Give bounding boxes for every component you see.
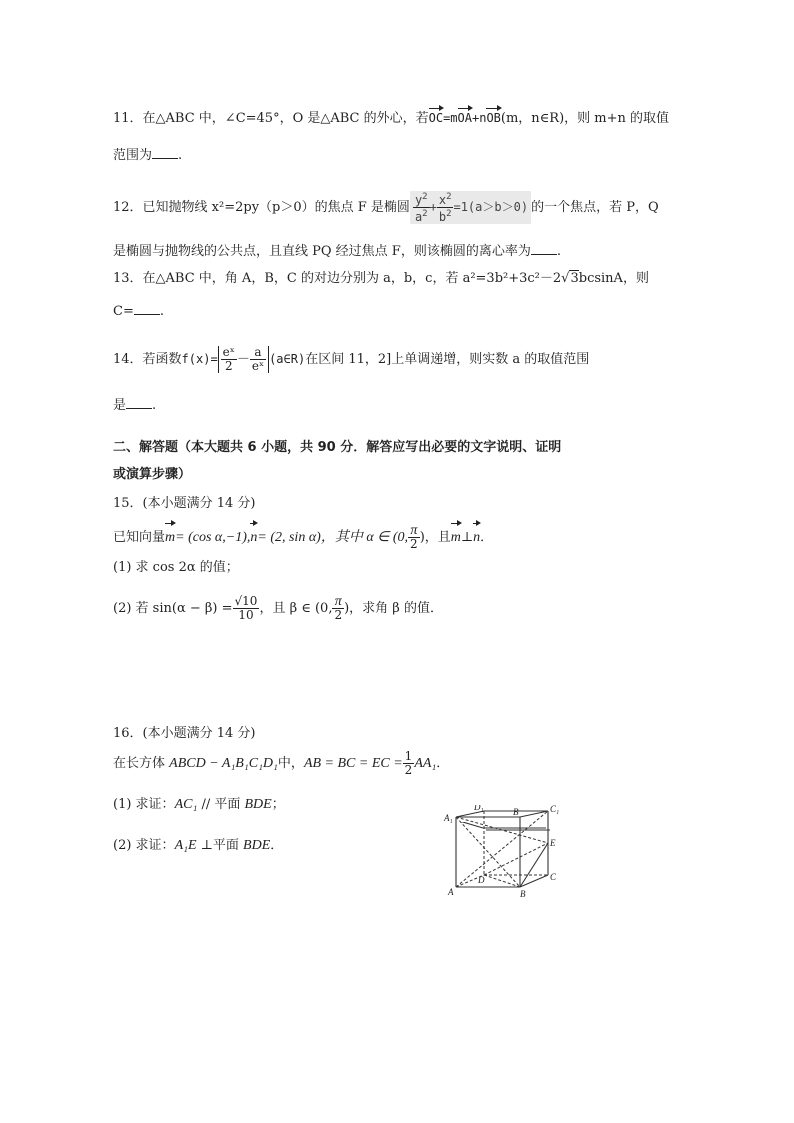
label-c1: C₁	[550, 805, 560, 814]
q15-header: 15．(本小题满分 14 分)	[113, 496, 256, 511]
label-d1: D₁	[474, 805, 484, 812]
vector-oa: OA	[457, 111, 472, 125]
q16-stem: 在长方体 ABCD − A₁B₁C₁D₁中，AB = BC = EC = $\frac{1}{2}$ AA₁．	[113, 749, 450, 777]
q16-part2: (2) 求证：A₁E ⊥平面 BDE．	[113, 838, 284, 853]
q16-header: 16．(本小题满分 14 分)	[113, 726, 256, 741]
q15-part1: (1) 求 cos 2α 的值；	[113, 560, 239, 575]
answer-blank	[152, 146, 178, 159]
q12-line1: 12．已知抛物线 x²=2py（p＞0）的焦点 F 是椭圆 $\frac{y^2}{a^2}$ + $\frac{x^2}{b^2}$ =1(a＞b＞0) 的一个焦点，若 P，Q	[113, 192, 659, 224]
label-b: B	[520, 889, 526, 899]
label-d: D	[478, 875, 485, 885]
label-c: C	[550, 872, 557, 882]
q13-line2: C= .	[113, 304, 164, 319]
answer-blank	[126, 396, 152, 409]
vector-oc: OC	[428, 111, 444, 125]
prism-figure	[440, 805, 570, 900]
q16-part1: (1) 求证：AC₁ // 平面 BDE；	[113, 797, 285, 812]
q15-stem: 已知向量m= (cos α,−1),n= (2, sin α)，其中 α ∈ (0, $\frac{\pi}{2}$ )，且m⊥n．	[113, 523, 494, 551]
section-heading: 二、解答题（本大题共 6 小题，共 90 分．解答应写出必要的文字说明、证明	[113, 440, 562, 455]
label-e: E	[550, 838, 556, 848]
answer-blank	[531, 242, 557, 255]
q14-line1: 14．若函数f(x)= $\frac{\text{eˣ}}{2}$ － $\frac{a}{\text{eˣ}}$ (a∈R)在区间 11，2]上单调递增，则实数 a 的取值范围	[113, 345, 590, 373]
label-b1: B	[513, 807, 519, 817]
q11-line2: 范围为 .	[113, 148, 183, 163]
answer-blank	[134, 302, 160, 315]
vector-ob: OB	[486, 111, 501, 125]
q15-part2: (2) 若 sin(α − β) = $\frac{√10}{10}$ ，且 β ∈ (0, $\frac{\pi}{2}$ )，求角 β 的值．	[113, 594, 443, 622]
abs-expression: $\frac{\text{eˣ}}{2}$ － $\frac{a}{\text{eˣ}}$	[218, 346, 269, 373]
label-a1: A₁	[444, 813, 453, 823]
q11-line1: 11．在△ABC 中，∠C=45°，O 是△ABC 的外心，若OC=mOA+nOB(m，n∈R)，则 m+n 的取值	[113, 111, 670, 126]
label-a: A	[448, 887, 454, 897]
section-heading-cont: 或演算步骤）	[113, 467, 192, 482]
q14-line2: 是 .	[113, 398, 157, 413]
q12-line2: 是椭圆与抛物线的公共点，且直线 PQ 经过焦点 F，则该椭圆的离心率为 .	[113, 244, 561, 259]
ellipse-equation: $\frac{y^2}{a^2}$ + $\frac{x^2}{b^2}$ =1(a＞b＞0)	[410, 191, 531, 224]
q13-line1: 13．在△ABC 中，角 A，B，C 的对边分别为 a，b，c，若 a²=3b²+3c²－2√3bcsinA，则	[113, 271, 649, 286]
